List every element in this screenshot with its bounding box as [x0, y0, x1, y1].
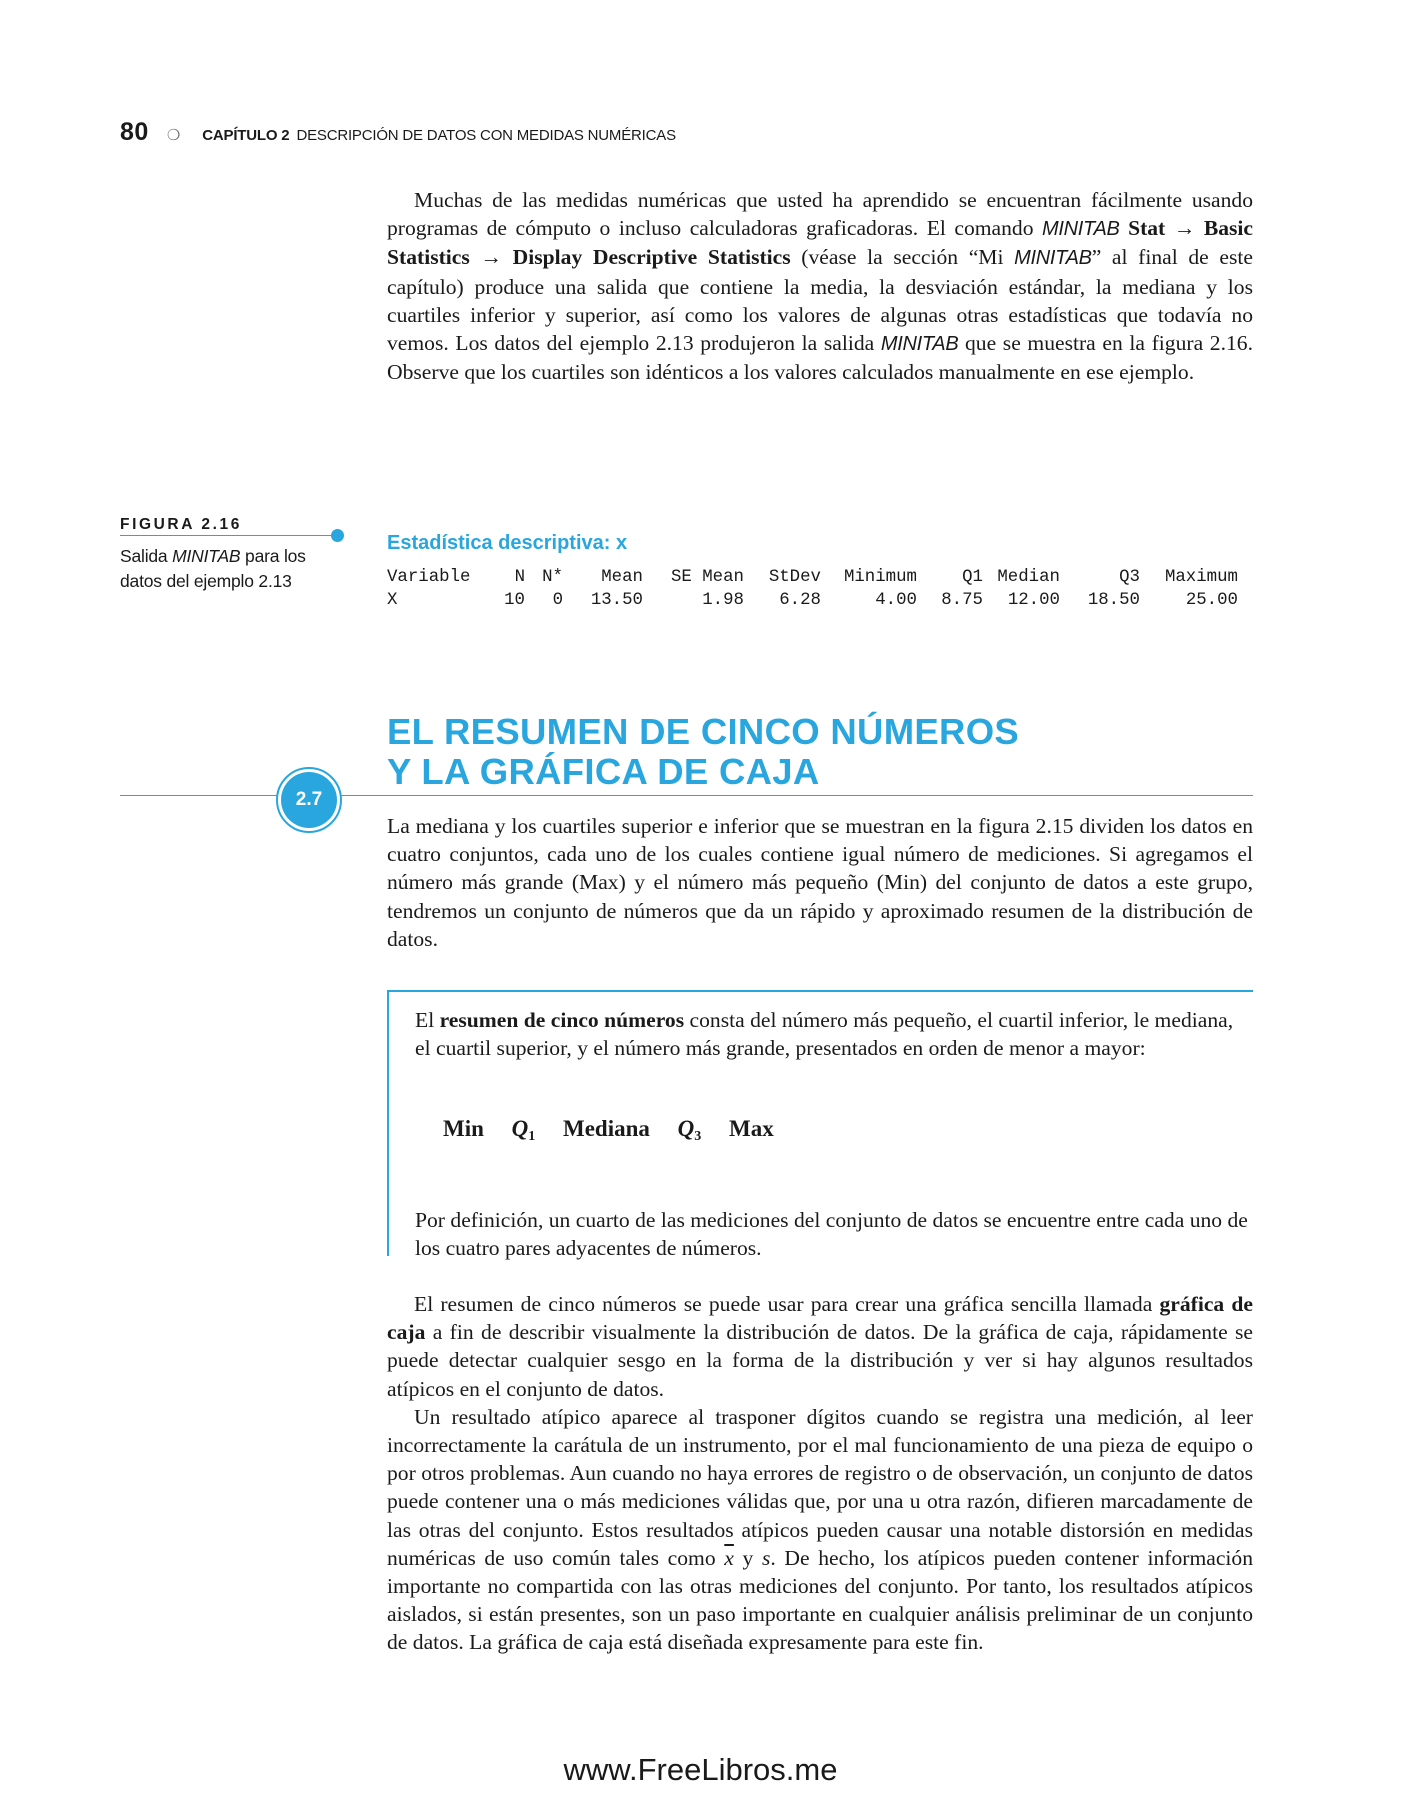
stats-header-row [387, 566, 1238, 589]
chapter-title: DESCRIPCIÓN DE DATOS CON MEDIDAS NUMÉRICAS [296, 127, 676, 144]
stats-col-header: SE Mean [670, 568, 744, 587]
formula-q1-sub: 1 [528, 1129, 536, 1144]
stats-col-header: N* [542, 568, 563, 587]
closing-p1-b: a fin de describir visualmente la distribución de datos. De la gráfica de caja, rápidamente se puede detectar cualquier sesgo en la forma de la distribución y ver si hay algunos resultados atípicos en el conjunto de datos. [387, 1320, 1253, 1401]
stats-data-row [387, 589, 1238, 612]
figure-caption [120, 544, 320, 594]
running-header [120, 118, 676, 146]
stats-cell: 25.00 [1185, 591, 1238, 610]
stats-cell: 8.75 [941, 591, 983, 610]
boxplot-term: gráfica de caja [387, 1292, 1253, 1345]
page-number: 80 [120, 118, 149, 146]
caption-minitab: MINITAB [172, 546, 241, 566]
formula-q1-letter: Q [511, 1116, 529, 1141]
stats-col-header: Q3 [1119, 568, 1140, 587]
definition-box-top-border [387, 990, 1253, 992]
closing-paragraphs [387, 1290, 1253, 1657]
definition-text-b: consta del número más pequeño, el cuartil inferior, le mediana, el cuartil superior, y el número más grande, presentados en orden de menor a mayor: [415, 1008, 1234, 1061]
figure-dot-icon [331, 529, 344, 542]
closing-p2-a: Un resultado atípico aparece al trasponer dígitos cuando se registra una medición, al leer incorrectamente la carátula de un instrumento, por el mal funcionamiento de una pieza de equipo o por otros problemas. Aun cuando no haya errores de registro o de observación, un conjunto de datos puede contener una o más mediciones válidas que, por una u otra razón, difieren marcadamente de las otras del conjunto. Estos resultados atípicos pueden causar una notable distorsión en medidas numéricas de uso común tales como [387, 1404, 1253, 1570]
minitab-command: Stat → Basic Statistics → Display Descriptive Statistics [387, 216, 1254, 270]
stats-col-header: Q1 [962, 568, 983, 587]
stats-cell: 0 [552, 591, 563, 610]
definition-text [415, 1006, 1235, 1062]
formula-q3-letter: Q [677, 1116, 695, 1141]
stats-table [387, 566, 1238, 612]
stats-col-header: Minimum [843, 568, 917, 587]
stats-cell: 6.28 [779, 591, 821, 610]
stats-col-header: StDev [768, 568, 821, 587]
section-title-line: EL RESUMEN DE CINCO NÚMEROS [387, 711, 1020, 752]
section-title-line: Y LA GRÁFICA DE CAJA [387, 751, 820, 792]
stats-col-header: N [514, 568, 525, 587]
section-intro-paragraph [387, 812, 1253, 953]
minitab-term: MINITAB [1014, 247, 1092, 270]
stats-col-header: Median [997, 568, 1060, 587]
closing-p2-b: . De hecho, los atípicos pueden contener información importante no compartida con las otras mediciones del conjunto. Por tanto, los resultados atípicos aislados, si están presentes, son un paso importante en cualquier análisis preliminar de un conjunto de datos. La gráfica de caja está diseñada expresamente para este fin. [387, 1545, 1254, 1655]
caption-text-a: Salida [120, 546, 173, 566]
formula-median: Mediana [563, 1116, 650, 1141]
definition-text-a: El [415, 1008, 440, 1032]
stats-title: Estadística descriptiva: x [387, 532, 628, 554]
minitab-term: MINITAB [880, 333, 959, 356]
footer-link[interactable]: www.FreeLibros.me [563, 1752, 838, 1787]
intro-text-d: que se muestra en la figura 2.16. Observe que los cuartiles son idénticos a los valores calculados manualmente en ese ejemplo. [387, 331, 1253, 385]
stats-cell: 18.50 [1087, 591, 1140, 610]
stats-col-header: Variable [387, 568, 471, 587]
intro-text-b: (véase la sección “Mi [790, 245, 1015, 270]
formula-q1 [511, 1116, 536, 1144]
section-intro-text: La mediana y los cuartiles superior e inferior que se muestran en la figura 2.15 dividen los datos en cuatro conjuntos, cada uno de los cuales contiene igual número de mediciones. Si agregamos el número más grande (Max) y el número más pequeño (Min) del conjunto de datos a este grupo, tendremos un conjunto de números que da un rápido y aproximado resumen de la distribución de datos. [387, 814, 1253, 951]
stats-cell: X [387, 591, 398, 610]
figure-label: FIGURA 2.16 [120, 516, 242, 533]
header-bullet-icon: ❍ [166, 127, 181, 144]
closing-p1-a: El resumen de cinco números se puede usar para crear una gráfica sencilla llamada [414, 1292, 1160, 1316]
definition-note-text: Por definición, un cuarto de las mediciones del conjunto de datos se encuentre entre cada uno de los cuatro pares adyacentes de números. [415, 1208, 1248, 1261]
intro-paragraph [387, 186, 1253, 386]
minitab-term: MINITAB [1042, 218, 1120, 241]
stats-cell: 4.00 [875, 591, 917, 610]
definition-box-left-border [387, 990, 389, 1256]
stats-cell: 1.98 [702, 591, 744, 610]
definition-term: resumen de cinco números [439, 1008, 685, 1032]
formula-q3-sub: 3 [694, 1129, 702, 1144]
stats-cell: 10 [504, 591, 525, 610]
stats-cell: 13.50 [590, 591, 643, 610]
xbar-symbol: $\overline{x}$ [724, 1545, 734, 1570]
caption-text-b: para los datos del ejemplo 2.13 [120, 546, 306, 591]
five-number-formula [443, 1116, 796, 1145]
definition-note [415, 1206, 1255, 1262]
stats-cell: 12.00 [1007, 591, 1060, 610]
figure-rule [120, 535, 333, 536]
intro-text-a: Muchas de las medidas numéricas que usted ha aprendido se encuentran fácilmente usando programas de cómputo o incluso calculadoras graficadoras. El comando [387, 188, 1253, 241]
stats-col-header: Mean [601, 568, 643, 587]
closing-p2-y: y [733, 1545, 762, 1570]
formula-min: Min [443, 1116, 484, 1141]
chapter-label: CAPÍTULO 2 [202, 127, 290, 144]
section-title [387, 712, 1019, 792]
s-symbol: s [761, 1545, 771, 1570]
formula-max: Max [729, 1116, 774, 1141]
stats-col-header: Maximum [1164, 568, 1238, 587]
formula-q3 [677, 1116, 702, 1144]
intro-text-c: ” al final de este capítulo) produce una salida que contiene la media, la desviación estándar, la mediana y los cuartiles inferior y superior, así como los valores de algunas otras estadísticas que todavía no vemos. Los datos del ejemplo 2.13 produjeron la salida [387, 245, 1253, 356]
section-number-badge: 2.7 [281, 772, 337, 828]
